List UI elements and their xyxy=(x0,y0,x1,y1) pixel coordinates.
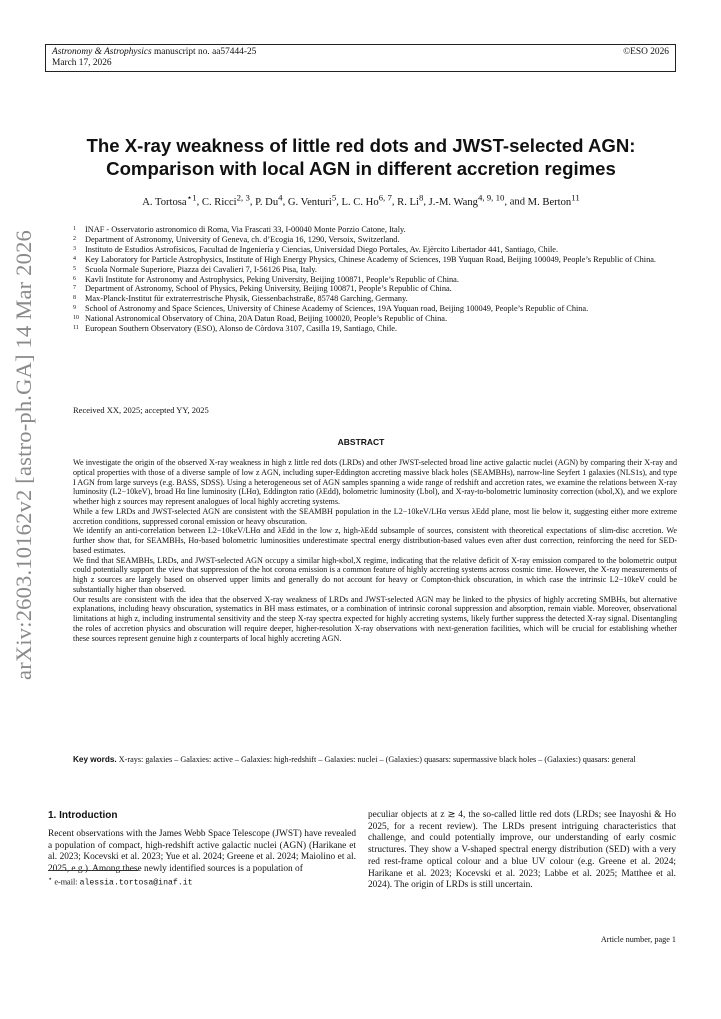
copyright: ©ESO 2026 xyxy=(623,47,669,57)
affiliation: 1 INAF - Osservatorio astronomico di Roma, Via Frascati 33, I-00040 Monte Porzio Catone, Italy. xyxy=(73,225,406,234)
affiliation: 3 Instituto de Estudios Astrofísicos, Facultad de Ingeniería y Ciencias, Universidad Diego Portales, Av. Ejèrcito Libertador 441, Santiago, Chile. xyxy=(73,244,559,254)
abstract-heading: ABSTRACT xyxy=(337,437,385,447)
abstract-paragraph: We find that SEAMBHs, LRDs, and JWST-selected AGN occupy a similar high-κbol,X regime, indicating that the relative deficit of X-ray emission compared to the bolometric output could potentially support the view that suppression of the hot corona emission is a common feature of highly accreting systems across cosmic time. However, the X-ray measurements of high z sources are largely based on observed upper limits and generally do not account for heavy or Compton-thick obscuration, in which case the intrinsic L2−10keV could be substantially higher than observed. xyxy=(73,555,677,594)
author: C. Ricci$^{2, 3}$ xyxy=(201,192,250,208)
footnote xyxy=(48,875,193,888)
arxiv-id: arXiv:2603.10162v2 [astro-ph.GA] 14 Mar 2026 xyxy=(11,230,36,680)
abstract-paragraph: We investigate the origin of the observed X-ray weakness in high z little red dots (LRDs) and other JWST-selected broad line active galactic nuclei (AGN) by comparing their X-ray and optical properties with those of a diverse sample of low z AGN, including super-Eddington accreting massive black holes (SEAMBHs), narrow-line Seyfert 1 galaxies (NLS1s), and type I AGN from large surveys (e.g. BASS, SDSS). Using a heterogeneous set of AGN samples spanning a wide range of redshift and accretion rates, we examine the relations between X-ray luminosity (L2−10keV), broad Hα line luminosity (LHα), Eddington ratio (λEdd), bolometric luminosity (Lbol), and X-ray-to-bolometric luminosity correction (κbol,X), and we explore whether high z sources may represent analogues of local highly accreting systems. xyxy=(73,458,677,506)
affiliation: 11 European Southern Observatory (ESO), Alonso de Còrdova 3107, Casilla 19, Santiago, Chile. xyxy=(73,324,398,334)
footnote-rule xyxy=(48,870,138,871)
author: M. Berton$^{11}$ xyxy=(527,192,580,208)
affiliation: 7 Department of Astronomy, School of Physics, Peking University, Beijing 100871, People’s Republic of China. xyxy=(73,284,452,294)
author: L. C. Ho$^{6, 7}$ xyxy=(341,192,392,208)
header-date: March 17, 2026 xyxy=(52,58,112,68)
author: G. Venturi$^5$ xyxy=(287,192,337,208)
affiliation-list xyxy=(73,225,677,334)
title-line-2: Comparison with local AGN in different accretion regimes xyxy=(106,158,616,179)
keywords-text: X-rays: galaxies – Galaxies: active – Galaxies: high-redshift – Galaxies: nuclei – (Galaxies:) quasars: supermassive black holes – (Galaxies:) quasars: general xyxy=(118,755,636,764)
intro-column-left xyxy=(48,829,356,876)
affiliation: 5 Scuola Normale Superiore, Piazza dei Cavalieri 7, I-56126 Pisa, Italy. xyxy=(73,264,317,274)
affiliation: 6 Kavli Institute for Astronomy and Astrophysics, Peking University, Beijing 100871, People’s Republic of China. xyxy=(73,274,459,284)
keywords xyxy=(73,755,677,765)
author: R. Li$^8$ xyxy=(397,192,424,208)
journal-name: Astronomy & Astrophysics xyxy=(52,47,152,57)
affiliation: 9 School of Astronomy and Space Sciences, University of Chinese Academy of Sciences, 19A Yuquan road, Beijing 100049, People’s Republic of China. xyxy=(73,304,589,314)
footnote-marker: ⋆ xyxy=(48,876,53,883)
author: P. Du$^4$ xyxy=(255,192,283,208)
title-line-1: The X-ray weakness of little red dots and JWST-selected AGN: xyxy=(86,135,636,156)
intro-paragraph-continued: peculiar objects at z ≳ 4, the so-called little red dots (LRDs; see Inayoshi & Ho 2025, for a recent review). The LRDs present intriguing characteristics that challenge, and could potentially improve, our understanding of early cosmic structures. They show a V-shaped spectral energy distribution (SED) with a very red rest-frame optical colour and a blue UV colour (e.g. Greene et al. 2024; Harikane et al. 2023; Kocevski et al. 2023; Labbe et al. 2025; Matthee et al. 2024). The origin of LRDs is still uncertain. xyxy=(368,810,676,891)
affiliation: 2 Department of Astronomy, University of Geneva, ch. d’Ecogia 16, 1290, Versoix, Switzerland. xyxy=(73,234,400,244)
paper-title xyxy=(48,134,674,180)
author-list: A. Tortosa$^{⋆1}$, C. Ricci$^{2, 3}$, P. Du$^4$, G. Venturi$^5$, L. C. Ho$^{6, 7}$, R. Li$^8$, J.-M. Wang$^{4, 9, 10}$, and M. Berton$^{11}$ xyxy=(142,192,580,208)
intro-paragraph: Recent observations with the James Webb Space Telescope (JWST) have revealed a population of compact, high-redshift active galactic nuclei (AGN) (Harikane et al. 2023; Kocevski et al. 2023; Yue et al. 2024; Greene et al. 2024; Maiolino et al. 2025, e.g.). Among these newly identified sources is a population of xyxy=(48,829,356,875)
author: A. Tortosa$^{⋆1}$ xyxy=(142,192,197,208)
intro-column-right xyxy=(368,810,676,892)
footnote-label: e-mail: xyxy=(54,877,78,887)
received-dates: Received XX, 2025; accepted YY, 2025 xyxy=(73,405,209,415)
keywords-label: Key words. xyxy=(73,755,117,764)
footnote-email[interactable]: alessia.tortosa@inaf.it xyxy=(79,878,193,888)
abstract-paragraph: While a few LRDs and JWST-selected AGN are consistent with the SEAMBH population in the L2−10keV/LHα versus λEdd plane, most lie below it, suggesting either more extreme accretion conditions, suppressed coronal emission or heavy obscuration. xyxy=(73,506,677,526)
abstract-paragraph: We identify an anti-correlation between L2−10keV/LHα and λEdd in the low z, high-λEdd subsample of sources, consistent with theoretical expectations of slim-disc accretion. We further show that, for SEAMBHs, Hα-based bolometric luminosities underestimate spectral energy distribution-based values even after dust correction, reinforcing the need for SED-based estimates. xyxy=(73,526,677,555)
arxiv-stamp xyxy=(0,0,48,1019)
affiliation: 4 Key Laboratory for Particle Astrophysics, Institute of High Energy Physics, Chinese Academy of Sciences, 19B Yuquan Road, Beijing 100049, People’s Republic of China. xyxy=(73,254,657,264)
manuscript-number: manuscript no. aa57444-25 xyxy=(154,47,257,57)
abstract-body xyxy=(73,458,677,643)
affiliation: 8 Max-Planck-Institut für extraterrestrische Physik, Giessenbachstraße, 85748 Garching, Germany. xyxy=(73,294,408,304)
section-heading: 1. Introduction xyxy=(48,810,118,821)
author: J.-M. Wang$^{4, 9, 10}$ xyxy=(428,192,505,208)
page-footer: Article number, page 1 xyxy=(600,935,676,944)
manuscript-header xyxy=(45,44,676,72)
affiliation: 10 National Astronomical Observatory of China, 20A Datun Road, Beijing 100020, People’s Republic of China. xyxy=(73,314,448,324)
abstract-paragraph: Our results are consistent with the idea that the observed X-ray weakness of LRDs and JWST-selected AGN may be linked to the physics of highly accreting SMBHs, but alternative explanations, including heavy obscuration, systematics in BH mass estimates, or a combination of intrinsic coronal suppression and absorption, remain viable. Moreover, observational limitations at high z, including instrumental sensitivity and the steep X-ray spectra expected for highly accreting systems, likely further suppress the detected X-ray signal. Disentangling the roles of accretion physics and obscuration will require deeper, higher-resolution X-ray observations with next-generation facilities, which will be crucial for establishing whether these sources represent genuine high z counterparts of local highly accreting AGN. xyxy=(73,594,677,643)
